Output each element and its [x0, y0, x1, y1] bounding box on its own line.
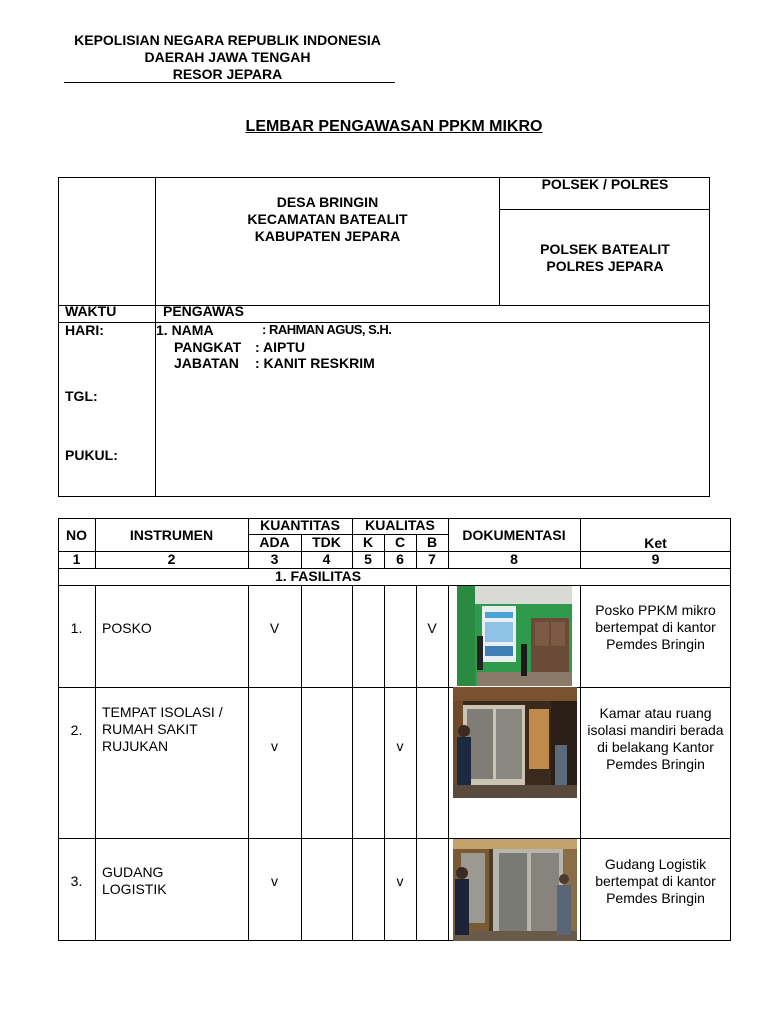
tbl-vb-c	[416, 585, 417, 941]
row2-instrumen: TEMPAT ISOLASI / RUMAH SAKIT RUJUKAN	[102, 704, 223, 754]
info-divider-left-lower	[155, 322, 156, 497]
jabatan-label: JABATAN	[174, 355, 239, 371]
location-block	[156, 194, 499, 245]
hari-label: HARI:	[65, 322, 104, 338]
col-number-9: 9	[651, 551, 660, 567]
tbl-vb-tdk	[352, 585, 353, 941]
col-ket-header: Ket	[644, 535, 667, 551]
pangkat-label: PANGKAT	[174, 339, 242, 355]
tbl-vb-no	[95, 585, 96, 941]
col-dokumentasi-header: DOKUMENTASI	[462, 527, 566, 543]
col-number-5: 5	[364, 551, 372, 567]
col-number-1: 1	[72, 551, 81, 567]
row2-photo	[453, 687, 577, 798]
org-line-2: DAERAH JAWA TENGAH	[144, 49, 311, 65]
row1-photo	[457, 586, 572, 686]
col-c-header: C	[394, 534, 406, 550]
waktu-label: WAKTU	[65, 303, 117, 319]
polsek-header: POLSEK / POLRES	[541, 176, 669, 192]
pukul-label: PUKUL:	[65, 447, 118, 463]
col-number-6: 6	[396, 551, 404, 567]
row3-no: 3.	[70, 873, 83, 889]
kabupaten-text: KABUPATEN JEPARA	[254, 228, 401, 244]
row2-ada: v	[271, 738, 278, 754]
tbl-vb-b	[448, 585, 449, 941]
polsek-header-line	[499, 209, 710, 210]
col-k-header: K	[362, 534, 374, 550]
row1-ada: V	[269, 620, 280, 636]
col-number-4: 4	[322, 551, 331, 567]
info-divider-waktu	[155, 305, 156, 322]
col-number-8: 8	[510, 551, 518, 567]
row3-ket: Gudang Logistik bertempat di kantor Pemdes Bringin	[595, 856, 716, 906]
tgl-label: TGL:	[65, 388, 98, 404]
col-b-header: B	[426, 534, 438, 550]
tbl-line-row2-bottom	[58, 838, 731, 839]
col-kualitas-header: KUALITAS	[365, 517, 435, 533]
row2-ket: Kamar atau ruang isolasi mandiri berada di belakang Kantor Pemdes Bringin	[587, 705, 724, 772]
kecamatan-text: KECAMATAN BATEALIT	[247, 211, 408, 227]
row2-c: v	[396, 738, 404, 754]
col-number-2: 2	[167, 551, 176, 567]
section-fasilitas: 1. FASILITAS	[274, 568, 362, 584]
tbl-vb-ada	[301, 585, 302, 941]
header-underline	[64, 82, 395, 83]
row1-no: 1.	[70, 620, 83, 636]
org-line-1: KEPOLISIAN NEGARA REPUBLIK INDONESIA	[74, 32, 381, 48]
col-number-7: 7	[428, 551, 436, 567]
org-header	[40, 32, 415, 83]
nama-value: : RAHMAN AGUS, S.H.	[262, 322, 392, 337]
jabatan-value: : KANIT RESKRIM	[255, 355, 375, 371]
col-no-header: NO	[66, 527, 87, 543]
col-tdk-header: TDK	[312, 534, 341, 550]
col-number-3: 3	[270, 551, 279, 567]
polsek-block	[500, 241, 710, 275]
tbl-vb-dok	[580, 585, 581, 941]
row1-instrumen: POSKO	[102, 620, 152, 636]
row2-no: 2.	[70, 722, 83, 738]
pangkat-value: : AIPTU	[255, 339, 306, 355]
row1-ket: Posko PPKM mikro bertempat di kantor Pemdes Bringin	[595, 602, 716, 652]
desa-text: DESA BRINGIN	[276, 194, 379, 210]
row3-c: v	[396, 873, 404, 889]
row3-ada: v	[271, 873, 278, 889]
tbl-line-row1-bottom	[58, 687, 731, 688]
row3-photo	[453, 839, 577, 941]
polsek-text: POLSEK BATEALIT	[540, 241, 670, 257]
nama-label: 1. NAMA	[156, 322, 214, 338]
col-kuantitas-header: KUANTITAS	[260, 517, 340, 533]
polres-text: POLRES JEPARA	[546, 258, 664, 274]
page-title: LEMBAR PENGAWASAN PPKM MIKRO	[245, 118, 543, 135]
row3-instrumen: GUDANG LOGISTIK	[102, 864, 167, 897]
waktu-row-top	[58, 305, 710, 306]
tbl-line-section-bottom	[58, 585, 731, 586]
org-line-3: RESOR JEPARA	[172, 66, 283, 82]
row1-b: V	[427, 620, 437, 636]
col-ada-header: ADA	[259, 534, 290, 550]
col-instrumen-header: INSTRUMEN	[129, 527, 214, 543]
pengawas-label: PENGAWAS	[163, 303, 244, 319]
